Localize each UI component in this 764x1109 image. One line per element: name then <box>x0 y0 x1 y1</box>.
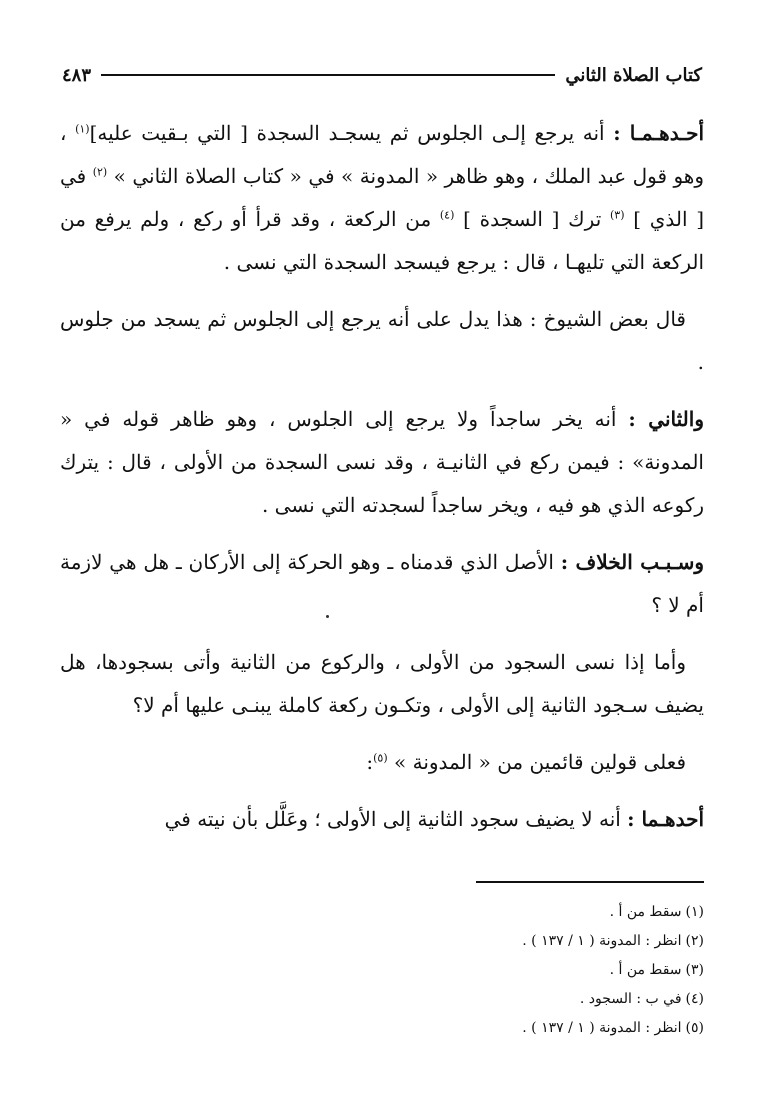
ink-dot <box>326 615 329 618</box>
header-rule <box>101 74 555 76</box>
footnote-number: (٤) <box>685 991 704 1007</box>
footnote-ref: (٣) <box>609 208 625 222</box>
footnote-item <box>60 1014 704 1043</box>
footnote-text: سقط من أ . <box>609 962 682 978</box>
paragraph-text: من الركعة ، وقد قرأ أو ركع ، ولم يرفع من الركعة التي تليهـا ، قال : يرجع فيسجد السجدة التي نسى . <box>60 207 704 274</box>
footnote-item <box>60 985 704 1014</box>
footnote-ref: (٢) <box>92 165 108 179</box>
header-title: كتاب الصلاة الثاني <box>565 64 702 86</box>
paragraph-text: أنه يخر ساجداً ولا يرجع إلى الجلوس ، وهو ظاهر قوله في « المدونة» : فيمن ركع في الثانيـة ، وقد نسى السجدة من الأولى ، قال : يترك ركوعه الذي هو فيه ، ويخر ساجداً لسجدته التي نسى . <box>60 407 704 517</box>
paragraph-question <box>60 641 704 727</box>
paragraph-lead: أحدهـما : <box>627 807 704 831</box>
paragraph-lead: والثاني : <box>628 407 704 431</box>
footnote-number: (٥) <box>685 1020 704 1036</box>
paragraph-text: ترك [ السجدة ] <box>454 207 610 231</box>
paragraph-two-views <box>60 741 704 784</box>
paragraph-first-opinion <box>60 112 704 284</box>
footnote-number: (١) <box>685 904 704 920</box>
footnote-ref: (٥) <box>373 751 388 765</box>
paragraph-text: ، وهو قول عبد الملك ، وهو ظاهر « المدونة » في « كتاب الصلاة الثاني » <box>60 121 705 188</box>
paragraph-text: أنه يرجع إلـى الجلوس ثم يسجـد السجدة [ التي بـقيت عليه] <box>89 121 614 145</box>
footnote-ref: (١) <box>75 122 90 136</box>
paragraph-lead: أحـدهـمـا : <box>613 121 705 145</box>
page-number: ٤٨٣ <box>62 64 92 86</box>
paragraph-text: : <box>366 750 374 774</box>
paragraph-second-opinion <box>60 398 704 527</box>
paragraph-text: قال بعض الشيوخ : هذا يدل على أنه يرجع إلى الجلوس ثم يسجد من جلوس . <box>60 307 704 374</box>
footnote-text: انظر : المدونة ( ١ / ١٣٧ ) . <box>522 1020 682 1036</box>
footnote-item <box>60 898 704 927</box>
paragraph-first-view <box>60 798 704 841</box>
footnote-text: في ب : السجود . <box>579 991 682 1007</box>
paragraph-text: وأما إذا نسى السجود من الأولى ، والركوع من الثانية وأتى بسجودها، هل يضيف سـجود الثانية إلى الأولى ، وتكـون ركعة كاملة يبنـى عليها أم لا؟ <box>60 650 704 717</box>
footnote-number: (٣) <box>685 962 704 978</box>
footnote-number: (٢) <box>685 933 704 949</box>
footnote-text: انظر : المدونة ( ١ / ١٣٧ ) . <box>522 933 682 949</box>
running-header <box>62 62 702 88</box>
footnote-divider <box>476 881 704 883</box>
footnote-item <box>60 956 704 985</box>
footnote-text: سقط من أ . <box>609 904 682 920</box>
paragraph-text: الأصل الذي قدمناه ـ وهو الحركة إلى الأركان ـ هل هي لازمة أم لا ؟ <box>60 550 704 617</box>
paragraph-text: أنه لا يضيف سجود الثانية إلى الأولى ؛ وعَلَّل بأن نيته في <box>164 807 628 831</box>
paragraph-cause-of-dispute <box>60 541 704 627</box>
paragraph-lead: وسـبـب الخلاف : <box>560 550 704 574</box>
footnote-ref: (٤) <box>439 208 455 222</box>
body-text <box>60 112 704 855</box>
paragraph-shuyukh <box>60 298 704 384</box>
paragraph-text: في [ الذي ] <box>60 164 705 231</box>
footnotes <box>60 898 704 1043</box>
paragraph-text: فعلى قولين قائمين من « المدونة » <box>387 750 686 774</box>
footnote-item <box>60 927 704 956</box>
